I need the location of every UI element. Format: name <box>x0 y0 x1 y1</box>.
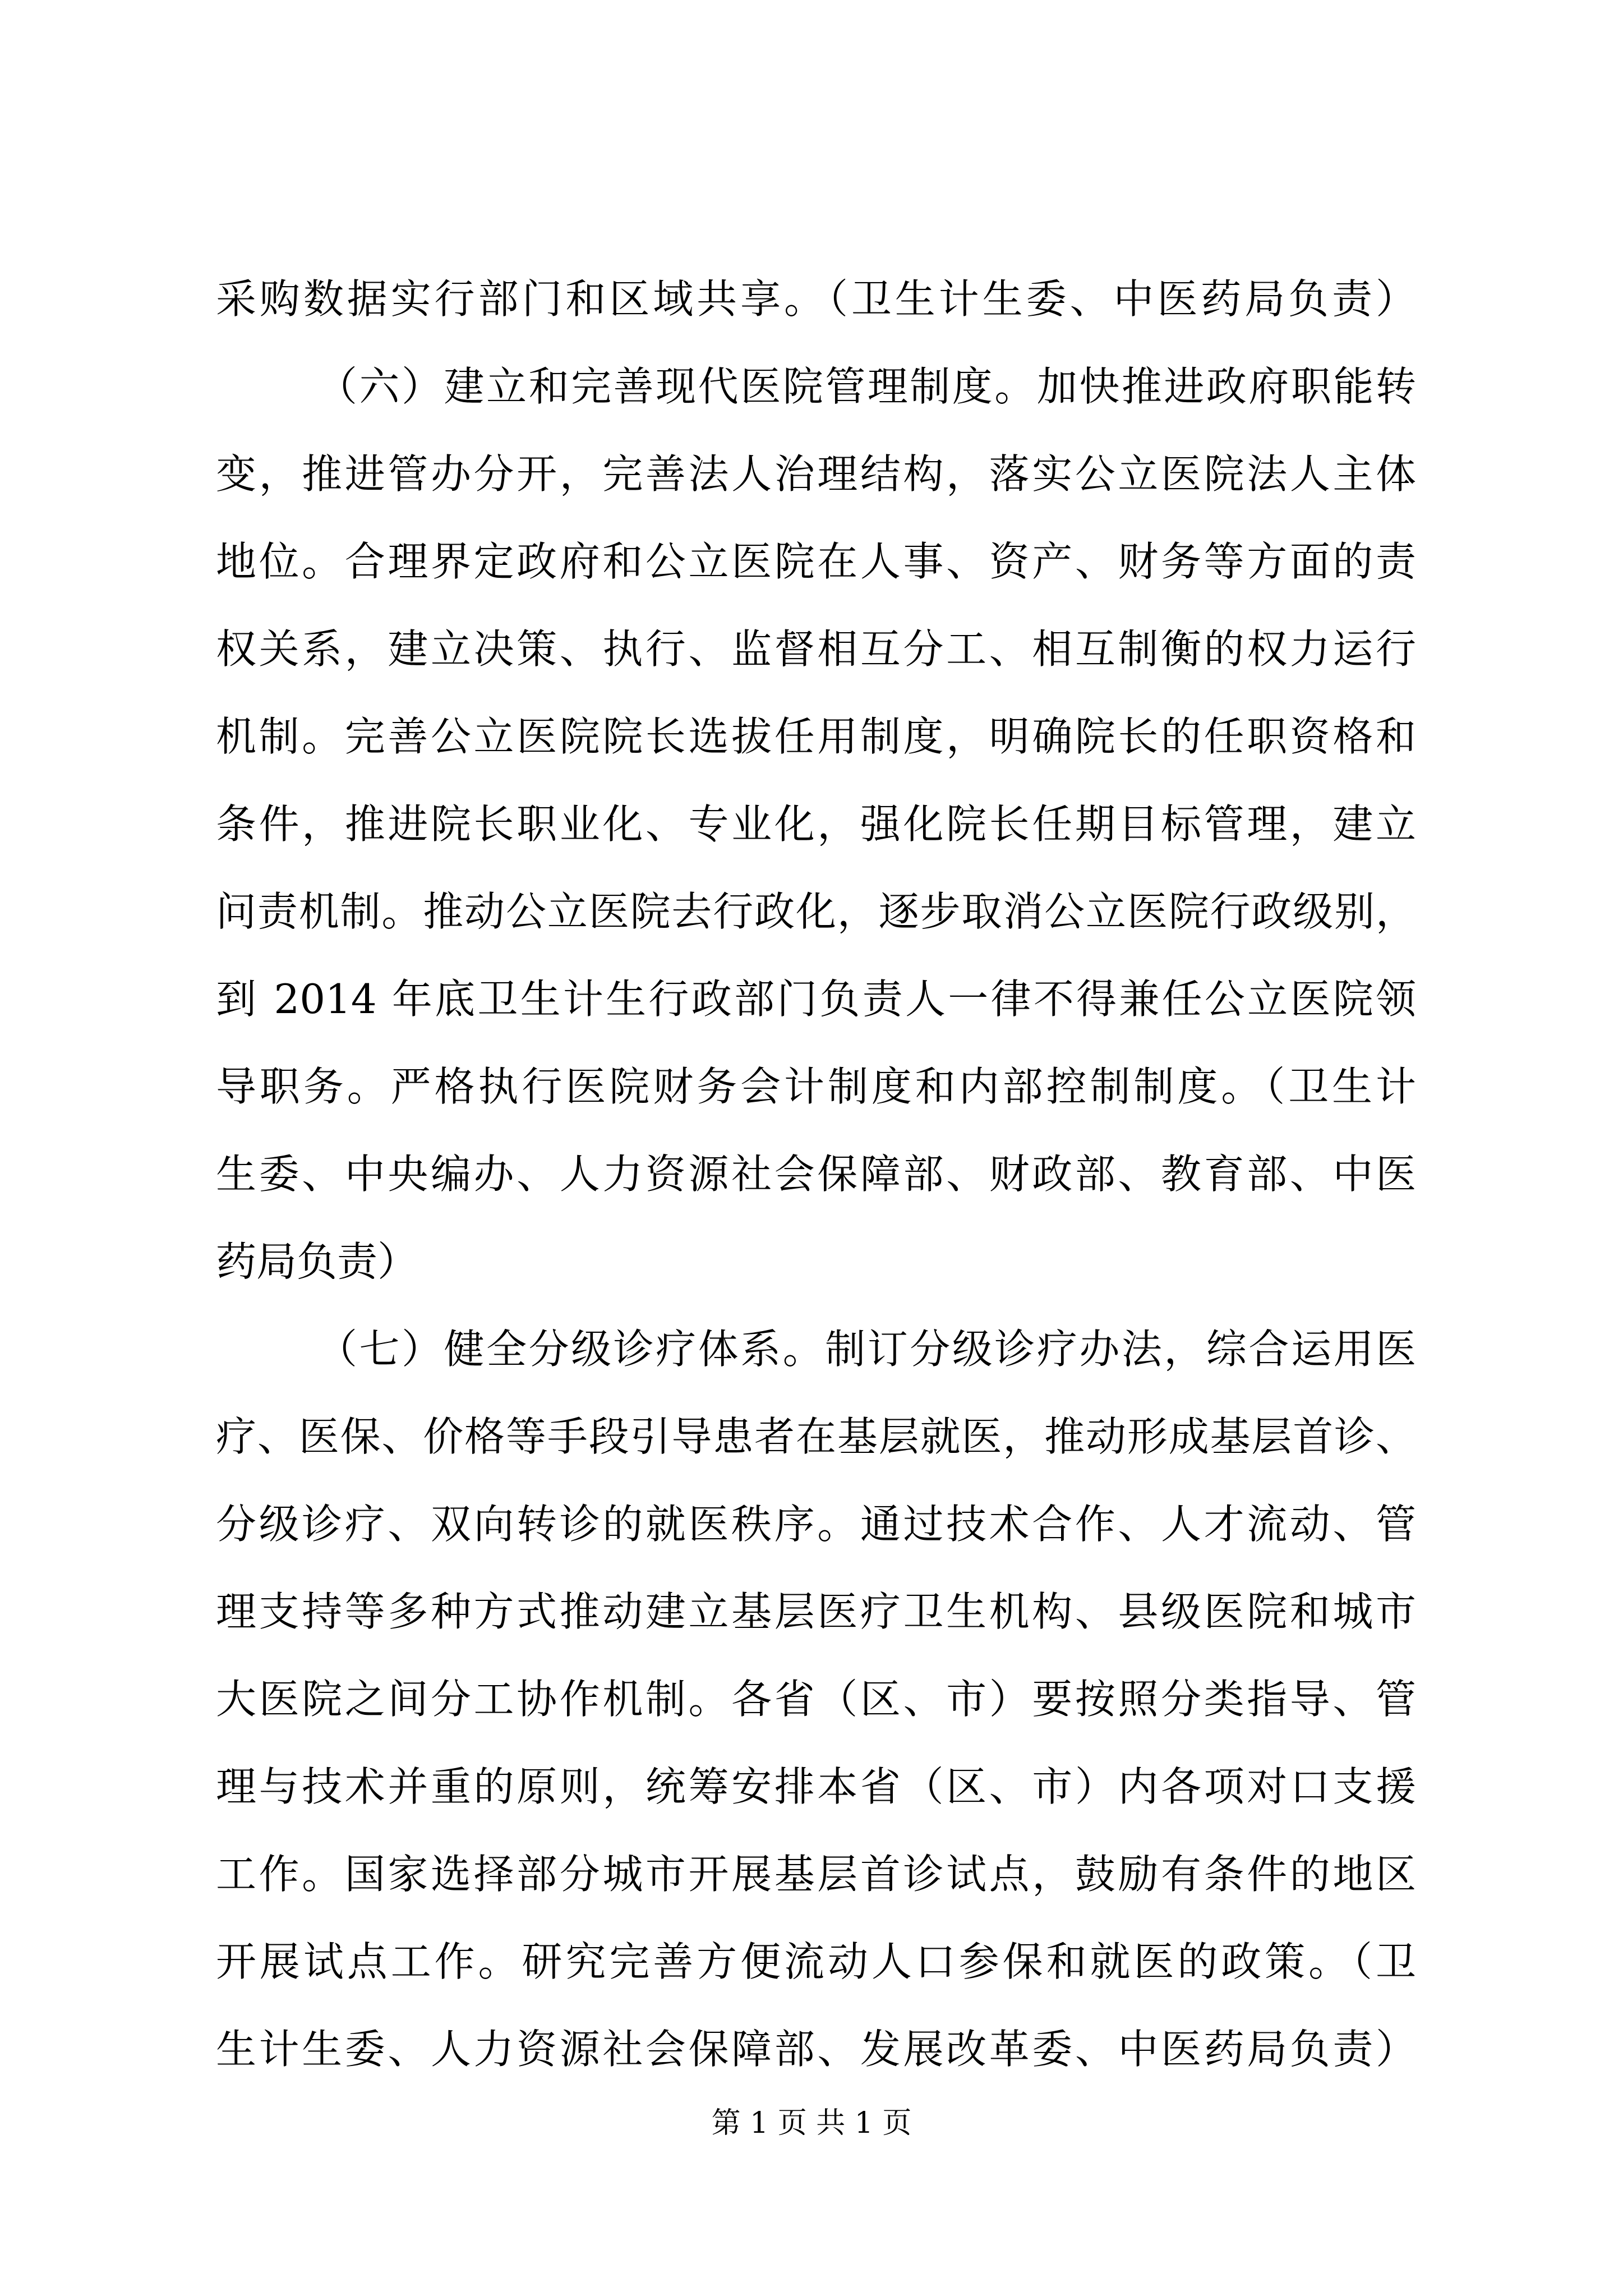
text-line: 生计生委、人力资源社会保障部、发展改革委、中医药局负责） <box>216 2026 1416 2073</box>
text-line: 开展试点工作。研究完善方便流动人口参保和就医的政策。（卫 <box>216 1938 1416 1985</box>
text-line: 工作。国家选择部分城市开展基层首诊试点，鼓励有条件的地区 <box>216 1851 1416 1898</box>
text-line: 生委、中央编办、人力资源社会保障部、财政部、教育部、中医 <box>216 1151 1416 1198</box>
text-line: 分级诊疗、双向转诊的就医秩序。通过技术合作、人才流动、管 <box>216 1501 1416 1548</box>
text-line: 权关系，建立决策、执行、监督相互分工、相互制衡的权力运行 <box>216 625 1416 673</box>
text-line: 疗、医保、价格等手段引导患者在基层就医，推动形成基层首诊、 <box>216 1413 1416 1460</box>
text-line: 药局负责） <box>216 1238 418 1285</box>
document-body <box>216 255 1416 2093</box>
text-line: 到 2014 年底卫生计生行政部门负责人一律不得兼任公立医院领 <box>216 976 1416 1023</box>
paragraph-six <box>216 343 1416 1305</box>
text-line: 地位。合理界定政府和公立医院在人事、资产、财务等方面的责 <box>216 538 1416 585</box>
text-line: 条件，推进院长职业化、专业化，强化院长任期目标管理，建立 <box>216 800 1416 848</box>
paragraph-continuation <box>216 255 1416 343</box>
text-line: 机制。完善公立医院院长选拔任用制度，明确院长的任职资格和 <box>216 713 1416 760</box>
text-line: 理支持等多种方式推动建立基层医疗卫生机构、县级医院和城市 <box>216 1588 1416 1635</box>
text-line: 采购数据实行部门和区域共享。（卫生计生委、中医药局负责） <box>216 275 1416 323</box>
text-line: 理与技术并重的原则，统筹安排本省（区、市）内各项对口支援 <box>216 1763 1416 1810</box>
text-line: （六）建立和完善现代医院管理制度。加快推进政府职能转 <box>317 363 1416 410</box>
text-line: 大医院之间分工协作机制。各省（区、市）要按照分类指导、管 <box>216 1676 1416 1723</box>
text-line: 导职务。严格执行医院财务会计制度和内部控制制度。（卫生计 <box>216 1063 1416 1110</box>
page-footer: 第 1 页 共 1 页 <box>711 2106 912 2140</box>
text-line: 变，推进管办分开，完善法人治理结构，落实公立医院法人主体 <box>216 450 1416 498</box>
paragraph-seven <box>216 1305 1416 2093</box>
text-line: 问责机制。推动公立医院去行政化，逐步取消公立医院行政级别， <box>216 888 1416 935</box>
text-line: （七）健全分级诊疗体系。制订分级诊疗办法，综合运用医 <box>317 1326 1416 1373</box>
